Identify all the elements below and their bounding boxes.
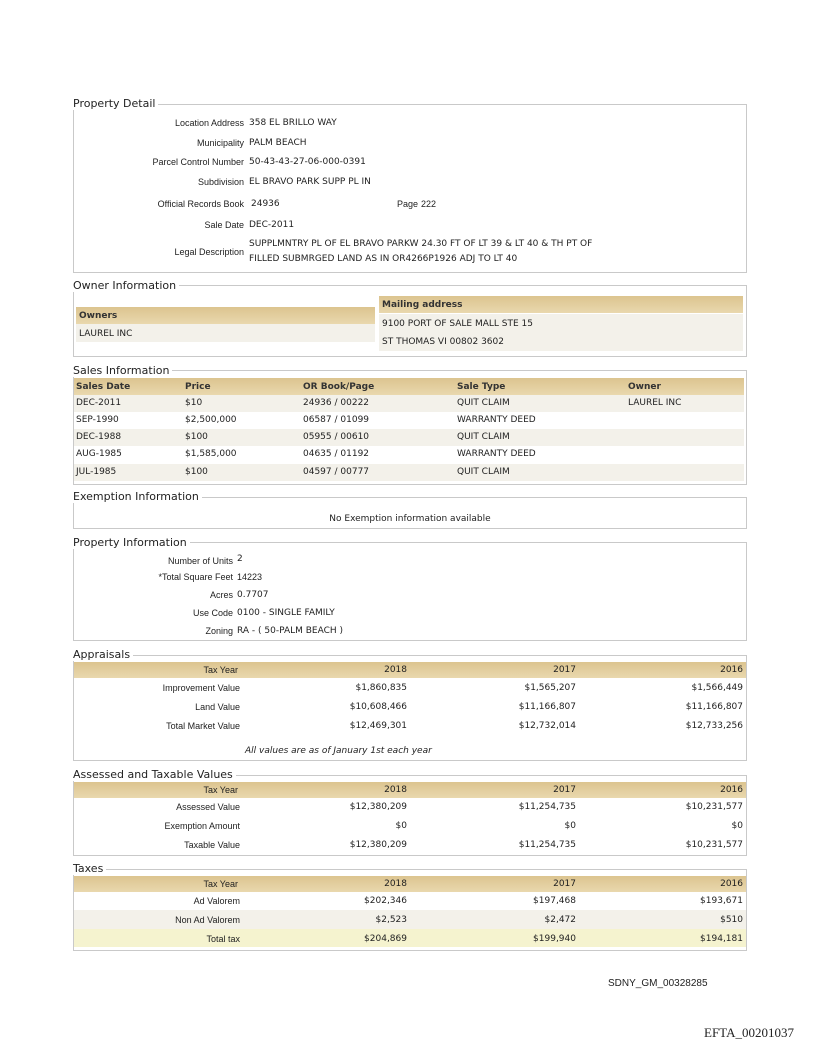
legal-label: Legal Description <box>174 247 244 257</box>
exemption-title: Exemption Information <box>73 490 202 503</box>
ad-valorem-2018: $202,346 <box>364 896 407 906</box>
improvement-2016: $1,566,449 <box>691 683 743 693</box>
location-value: 358 EL BRILLO WAY <box>249 118 337 128</box>
mailing-line-2: ST THOMAS VI 00802 3602 <box>382 337 504 347</box>
pcn-label: Parcel Control Number <box>152 157 244 167</box>
assessed-value-label: Assessed Value <box>176 802 240 812</box>
sales-header-book: OR Book/Page <box>303 382 375 392</box>
sales-header-type: Sale Type <box>457 382 506 392</box>
non-ad-valorem-2016: $510 <box>720 915 743 925</box>
units-value: 2 <box>237 554 243 564</box>
efta-number: EFTA_00201037 <box>704 1025 794 1040</box>
total-market-2017: $12,732,014 <box>518 721 576 731</box>
owners-header <box>76 307 375 324</box>
sale-book: 06587 / 01099 <box>303 415 370 425</box>
use-code-label: Use Code <box>192 608 233 618</box>
sale-date: DEC-1988 <box>76 432 122 442</box>
sale-type: QUIT CLAIM <box>457 398 510 408</box>
units-label: Number of Units <box>167 556 233 566</box>
sale-type: QUIT CLAIM <box>457 432 510 442</box>
non-ad-valorem-2018: $2,523 <box>375 915 407 925</box>
sale-book: 05955 / 00610 <box>303 432 370 442</box>
total-market-2018: $12,469,301 <box>349 721 407 731</box>
land-2018: $10,608,466 <box>349 702 407 712</box>
sale-price: $10 <box>185 398 203 408</box>
subdivision-value: EL BRAVO PARK SUPP PL IN <box>249 177 371 187</box>
legal-line-1: SUPPLMNTRY PL OF EL BRAVO PARKW 24.30 FT OF LT 39 & LT 40 & TH PT OF <box>249 239 593 249</box>
mailing-header-label: Mailing address <box>382 300 463 310</box>
taxable-value-label: Taxable Value <box>184 840 240 850</box>
appraisals-title: Appraisals <box>73 648 133 661</box>
sale-type: WARRANTY DEED <box>457 415 536 425</box>
acres-value: 0.7707 <box>237 590 269 600</box>
taxes-year-2017: 2017 <box>553 879 576 889</box>
ad-valorem-label: Ad Valorem <box>193 896 240 906</box>
assessed-year-2016: 2016 <box>720 785 743 795</box>
appraisals-note: All values are as of January 1st each year <box>245 746 432 756</box>
page-label: Page <box>396 199 418 209</box>
owners-header-label: Owners <box>79 311 118 321</box>
orb-label: Official Records Book <box>157 199 244 209</box>
ad-valorem-2016: $193,671 <box>700 896 743 906</box>
non-ad-valorem-2017: $2,472 <box>544 915 576 925</box>
assessed-2017: $11,254,735 <box>518 802 576 812</box>
taxes-year-2016: 2016 <box>720 879 743 889</box>
sales-title: Sales Information <box>73 364 172 377</box>
sale-date: AUG-1985 <box>76 449 122 459</box>
owner-name: LAUREL INC <box>79 329 133 339</box>
sale-price: $100 <box>185 467 208 477</box>
appraisals-tax-year-label: Tax Year <box>203 665 238 675</box>
sale-date: SEP-1990 <box>76 415 119 425</box>
acres-label: Acres <box>209 590 233 600</box>
sale-type: WARRANTY DEED <box>457 449 536 459</box>
taxable-2016: $10,231,577 <box>685 840 743 850</box>
sales-row <box>74 446 744 463</box>
sale-price: $100 <box>185 432 208 442</box>
sale-date-label: Sale Date <box>204 220 244 230</box>
total-market-value-label: Total Market Value <box>166 721 240 731</box>
use-code-value: 0100 - SINGLE FAMILY <box>237 608 335 618</box>
pcn-value: 50-43-43-27-06-000-0391 <box>249 157 366 167</box>
assessed-2016: $10,231,577 <box>685 802 743 812</box>
sale-type: QUIT CLAIM <box>457 467 510 477</box>
sales-row <box>74 395 744 412</box>
land-2017: $11,166,807 <box>518 702 576 712</box>
total-market-2016: $12,733,256 <box>685 721 743 731</box>
property-detail-title: Property Detail <box>73 97 158 110</box>
assessed-year-2018: 2018 <box>384 785 407 795</box>
assessed-tax-year-label: Tax Year <box>203 785 238 795</box>
sale-date: DEC-2011 <box>76 398 122 408</box>
exemption-amount-2016: $0 <box>731 821 743 831</box>
taxable-2018: $12,380,209 <box>349 840 407 850</box>
improvement-2017: $1,565,207 <box>524 683 576 693</box>
appraisals-year-2018: 2018 <box>384 665 407 675</box>
improvement-value-label: Improvement Value <box>162 683 240 693</box>
property-info-title: Property Information <box>73 536 190 549</box>
zoning-value: RA - ( 50-PALM BEACH ) <box>237 626 344 636</box>
land-value-label: Land Value <box>195 702 240 712</box>
legal-line-2: FILLED SUBMRGED LAND AS IN OR4266P1926 ADJ TO LT 40 <box>249 254 518 264</box>
taxable-2017: $11,254,735 <box>518 840 576 850</box>
sale-book: 04597 / 00777 <box>303 467 370 477</box>
sqft-label: *Total Square Feet <box>158 572 233 582</box>
exemption-amount-2018: $0 <box>395 821 407 831</box>
assessed-2018: $12,380,209 <box>349 802 407 812</box>
total-tax-2018: $204,869 <box>364 934 407 944</box>
sales-header-owner: Owner <box>628 382 661 392</box>
total-tax-2017: $199,940 <box>533 934 576 944</box>
sale-date-value: DEC-2011 <box>249 220 295 230</box>
sale-book: 24936 / 00222 <box>303 398 370 408</box>
sales-header-price: Price <box>185 382 211 392</box>
total-tax-2016: $194,181 <box>700 934 743 944</box>
page-value: 222 <box>421 199 437 209</box>
municipality-value: PALM BEACH <box>249 138 307 148</box>
mailing-line-1: 9100 PORT OF SALE MALL STE 15 <box>382 319 533 329</box>
sales-row <box>74 412 744 429</box>
sale-owner: LAUREL INC <box>628 398 682 408</box>
exemption-amount-label: Exemption Amount <box>164 821 240 831</box>
taxes-title: Taxes <box>73 862 106 875</box>
sale-date: JUL-1985 <box>76 467 117 477</box>
taxes-tax-year-label: Tax Year <box>203 879 238 889</box>
municipality-label: Municipality <box>196 138 244 148</box>
sale-book: 04635 / 01192 <box>303 449 370 459</box>
bates-number: SDNY_GM_00328285 <box>608 978 708 989</box>
assessed-year-2017: 2017 <box>553 785 576 795</box>
exemption-message: No Exemption information available <box>329 514 491 524</box>
sale-price: $1,585,000 <box>185 449 237 459</box>
appraisals-year-2016: 2016 <box>720 665 743 675</box>
taxes-year-2018: 2018 <box>384 879 407 889</box>
orb-value: 24936 <box>251 199 280 209</box>
sales-row <box>74 429 744 446</box>
appraisals-year-2017: 2017 <box>553 665 576 675</box>
improvement-2018: $1,860,835 <box>355 683 407 693</box>
ad-valorem-2017: $197,468 <box>533 896 576 906</box>
owner-info-title: Owner Information <box>73 279 179 292</box>
zoning-label: Zoning <box>205 626 233 636</box>
sqft-value: 14223 <box>237 572 263 582</box>
location-label: Location Address <box>174 118 244 128</box>
assessed-title: Assessed and Taxable Values <box>73 768 236 781</box>
land-2016: $11,166,807 <box>685 702 743 712</box>
exemption-amount-2017: $0 <box>564 821 576 831</box>
sale-price: $2,500,000 <box>185 415 237 425</box>
non-ad-valorem-label: Non Ad Valorem <box>175 915 240 925</box>
sales-row <box>74 464 744 481</box>
sales-header-date: Sales Date <box>76 382 131 392</box>
total-tax-label: Total tax <box>206 934 240 944</box>
subdivision-label: Subdivision <box>197 177 244 187</box>
